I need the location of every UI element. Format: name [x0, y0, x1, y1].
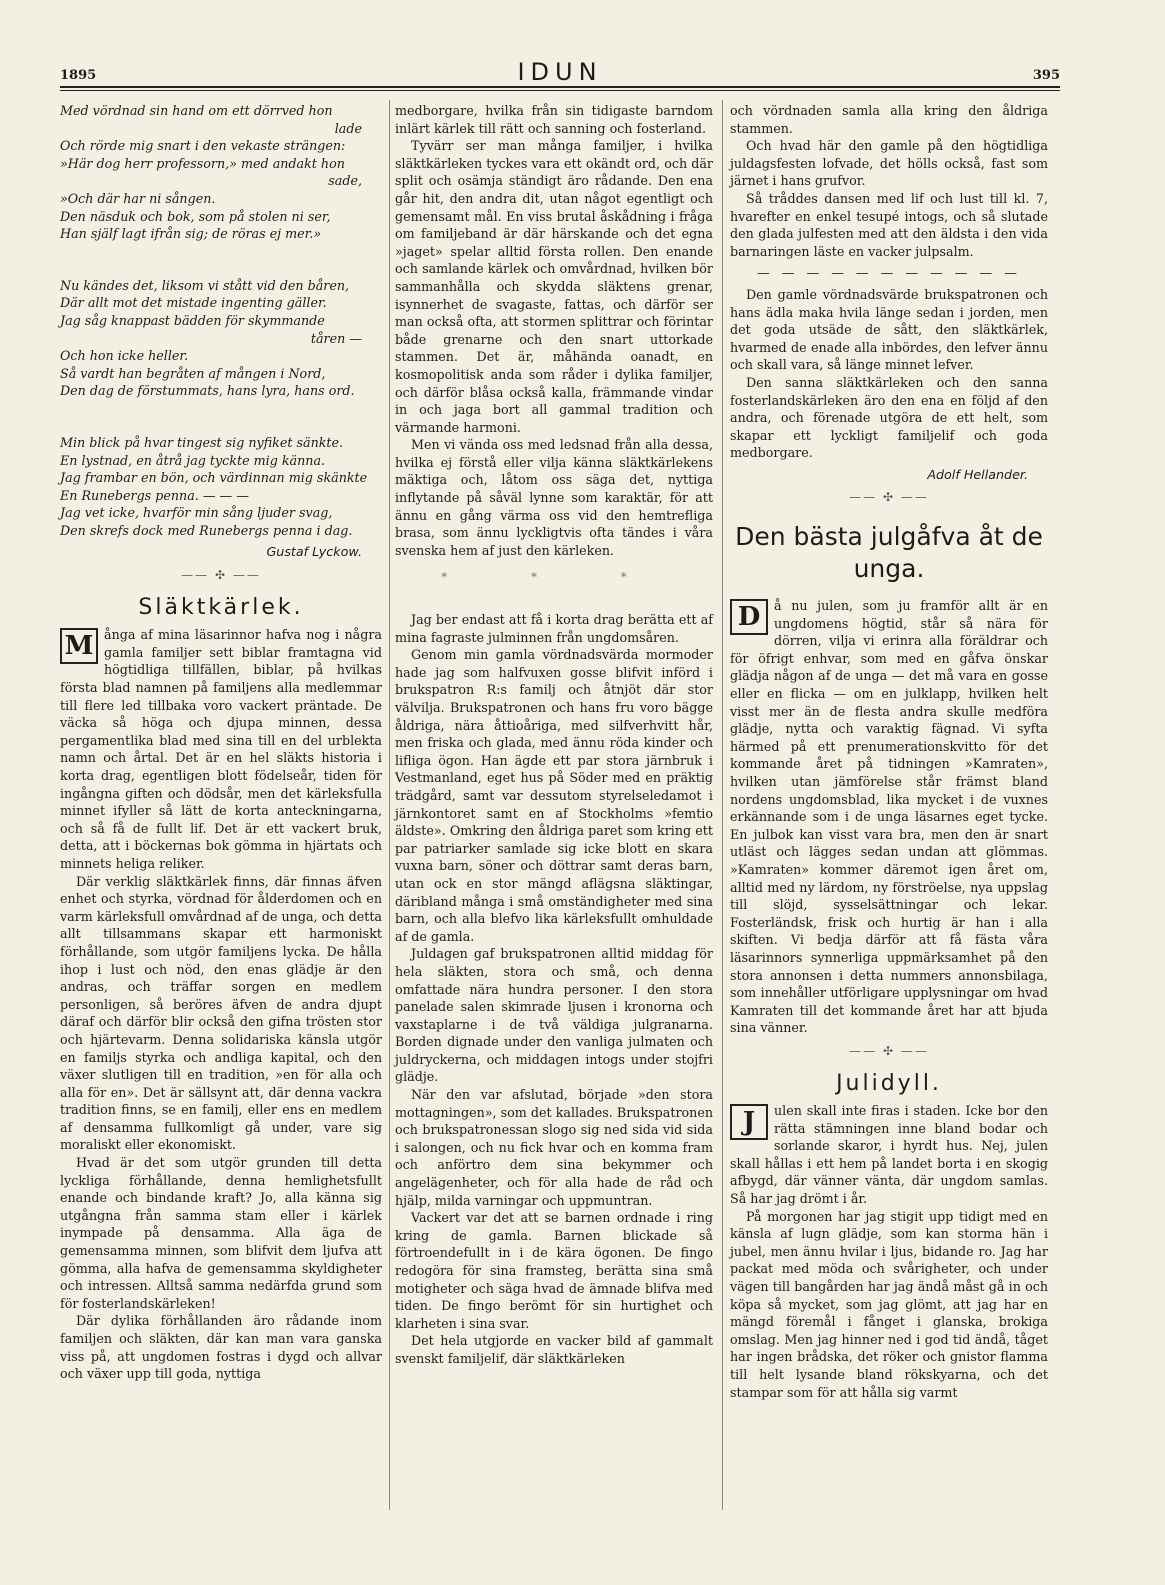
article-title: Den bästa julgåfva åt de unga.	[735, 522, 1043, 584]
poem-line: Så vardt han begråten af mången i Nord,	[60, 365, 326, 381]
poem-line: Den näsduk och bok, som på stolen ni ser,	[60, 208, 331, 224]
page-header	[60, 58, 1060, 88]
article-paragraph: På morgonen har jag stigit upp tidigt med en känsla af lugn glädje, som kan storma hän i jubel, men ännu hvilar i ljus, bidande ro. Jag har packat med möda och svårigheter, och under vägen till bangården har jag ändå måst gå in och köpa så mycket, som jag glömt, att jag har en mängd föremål i fånget i glanska, brokiga omslag. Men jag hinner ned i god tid ändå, tåget har ingen brådska, det röker och gnistor flamma till helt lysande bland rökskyarna, och det stampar som för att hålla sig varmt	[730, 1208, 1048, 1400]
article-paragraph: och vördnaden samla alla kring den åldriga stammen.	[730, 103, 1048, 136]
poem-line: sade,	[328, 173, 362, 189]
poem-line: tåren —	[310, 330, 362, 346]
poem-stanza	[60, 277, 382, 400]
article-paragraph: J ulen skall inte firas i staden. Icke bor den rätta stämningen inne bland bodar och sorlande skaror, i hyrdt hus. Nej, julen skall hållas i ett hem på landet borta i en skogig afbygd, där vänner vänta, där ungdom samlas. Så har jag drömt i år.	[730, 1103, 1048, 1207]
poem-line: Där allt mot det mistade ingenting gäller.	[60, 295, 327, 311]
column-divider	[389, 100, 390, 1510]
article-paragraph: Den sanna släktkärleken och den sanna fosterlandskärleken äro den ena en följd af den andra, och förenade utgöra de ett helt, som skapar ett lyckligt familjelif och goda medborgare.	[730, 374, 1048, 461]
article-paragraph: Tyvärr ser man många familjer, i hvilka släktkärleken tyckes vara ett okändt ord, och där split och osämja ständigt äro rådande. Den ena går hit, den andra dit, utan något egentligt och gemensamt mål. En viss brutal åskådning i fråga om familjeband är där härskande och det egna »jaget» spelar alltid första rollen. Den enande och samlande kärlek och omvårdnad, hvilken bör sammanhålla och skydda släktens grenar, isynnerhet de svagaste, fattas, och därför ser man också ofta, att stormen splittrar och förintar både grenarne och den snart uttorkade stammen. Det är, måhända oanadt, en kosmopolitisk anda som råder i dylika familjer, och därför blåsa också kalla, främmande vindar in och jaga bort all gammal tradition och värmande harmoni.	[395, 138, 713, 435]
poem-line: Jag vet icke, hvarför min sång ljuder svag,	[60, 505, 333, 521]
article-signature: Adolf Hellander.	[927, 466, 1028, 482]
article-paragraph: Där verklig släktkärlek finns, där finnas äfven enhet och styrka, vördnad för ålderdomen och en varm kärleksfull omvårdnad af de unga, och detta allt tillsammans skapar ett harmoniskt förhållande, som utgör familjens lycka. De hålla ihop i lust och nöd, den enas glädje är den andras, och träffar sorgen en medlem personligen, så beröres äfven de andra djupt däraf och därför blir också den gifna trösten stor och hjärtevarm. Denna solidariska känsla utgör en familjs styrka och andliga kapital, och den växer slutligen till en tradition, »en för alla och alla för en». Det är sällsynt att, där denna vackra tradition finns, se en familj, eller ens en medlem af densamma fullkomligt gå under, vare sig moraliskt eller ekonomiskt.	[60, 873, 382, 1153]
article-paragraph: Och hvad här den gamle på den högtidliga juldagsfesten lofvade, det hölls också, fast som järnet i hans grufvor.	[730, 138, 1048, 189]
poem-line: En lystnad, en åtrå jag tyckte mig känna.	[60, 452, 326, 468]
poem-stanza	[60, 102, 382, 243]
poem-line: Den dag de förstummats, hans lyra, hans ord.	[60, 383, 355, 399]
article-paragraph: Juldagen gaf brukspatronen alltid middag för hela släkten, stora och små, och denna omfattade nära hundra personer. I den stora panelade salen skimrade ljusen i kronorna och vaxstaplarne i de två väldiga julgranarna. Borden dignade under den vanliga julmaten och juldryckerna, och middagen intogs under stojfri glädje.	[395, 946, 713, 1085]
article-paragraph: Genom min gamla vördnadsvärda mormoder hade jag som halfvuxen gosse blifvit införd i brukspatron R:s familj och åtnjöt där stor välvilja. Brukspatronen och hans fru voro bägge åldriga, nära åttioåriga, med silfverhvitt hår, men friska och glada, med ännu röda kinder och lifliga ögon. Han ägde ett par stora järnbruk i Vestmanland, eget hus på Söder med en präktig trädgård, samt var dessutom styrelseledamot i järnkontoret samt en af Stockholms »femtio äldste». Omkring den åldriga paret som kring ett par patriarker samlade sig icke blott en skara vuxna barn, söner och döttrar samt deras barn, utan ock en stor mängd aflägsna släktingar, däribland många i små omständigheter med sina barn, och alla blefvo lika kärleksfullt omhuldade af de gamla.	[395, 647, 713, 944]
poem-line: Den skrefs dock med Runebergs penna i dag.	[60, 522, 353, 538]
header-rule	[60, 86, 1060, 88]
article-paragraph: Där dylika förhållanden äro rådande inom familjen och släkten, där kan man vara ganska viss på, att ungdomen fostras i dygd och allvar och växer upp till goda, nyttiga	[60, 1313, 382, 1382]
poem-line: Jag frambar en bön, och värdinnan mig skänkte	[60, 470, 368, 486]
drop-cap: D	[730, 599, 768, 635]
poem-stanza	[60, 434, 382, 540]
article-paragraph: Jag ber endast att få i korta drag berätta ett af mina fagraste julminnen från ungdomsåren.	[395, 612, 713, 645]
column-divider	[722, 100, 723, 1510]
drop-cap: J	[730, 1104, 768, 1140]
article-paragraph: Men vi vända oss med ledsnad från alla dessa, hvilka ej förstå eller vilja känna släktkärlekens mäktiga och, låtom oss säga det, nyttiga inflytande på såväl lynne som karaktär, för att ännu en gång värma oss vid den hemtrefliga brasa, som ännu lyckligtvis ofta tändes i våra svenska hem af just den kärleken.	[395, 437, 713, 558]
section-dashes: — — — — — — — — — — —	[757, 265, 1021, 281]
column-2	[395, 102, 713, 1368]
poem-line: Min blick på hvar tingest sig nyfiket sänkte.	[60, 434, 344, 450]
article-paragraph: M ånga af mina läsarinnor hafva nog i några gamla familjer sett biblar framtagna vid högtidliga tillfällen, biblar, på hvilkas första blad namnen på familjens alla medlemmar till flere led tillbaka voro vackert präntade. De väcka så höga och djupa minnen, dessa pergamentlika blad med sina till en del urblekta namn och årtal. Det är en hel släkts historia i korta drag, egentligen blott födelseår, tiden för ingångna giften och dödsår, men det kärleksfulla minnet ifyller så lätt de korta anteckningarna, och så få de fullt lif. Det är ett vackert bruk, detta, att i böckernas bok gömma in hjärtats och minnets heliga reliker.	[60, 627, 382, 871]
header-rule-thin	[60, 90, 1060, 91]
poem-line: »Och där har ni sången.	[60, 190, 216, 206]
article-paragraph: Det hela utgjorde en vacker bild af gammalt svenskt familjelif, där släktkärleken	[395, 1333, 713, 1366]
header-year: 1895	[60, 68, 97, 83]
column-3	[730, 102, 1048, 1401]
article-paragraph: medborgare, hvilka från sin tidigaste barndom inlärt kärlek till rätt och sanning och fosterland.	[395, 103, 713, 136]
poem-line: »Här dog herr professorn,» med andakt hon	[60, 155, 345, 171]
section-stars: * * *	[441, 570, 667, 585]
masthead-title: IDUN	[517, 58, 603, 86]
poem-line: Han själf lagt ifrån sig; de röras ej mer.»	[60, 226, 322, 242]
article-paragraph: Vackert var det att se barnen ordnade i ring kring de gamla. Barnen blickade så förtroendefullt in i de kära ögonen. De fingo redogöra för sina framsteg, berätta sina små motigheter och säga hvad de ämnade blifva med tiden. De fingo berömt för sin hurtighet och klarheten i sina svar.	[395, 1210, 713, 1331]
section-ornament: —— ✣ ——	[849, 1043, 929, 1058]
poem-line: Och hon icke heller.	[60, 348, 189, 364]
article-title: Julidyll.	[836, 1070, 942, 1096]
poem-line: Och rörde mig snart i den vekaste strängen:	[60, 138, 346, 154]
page-number: 395	[1032, 68, 1060, 83]
article-title: Släktkärlek.	[138, 594, 304, 620]
drop-cap: M	[60, 628, 98, 664]
poem-line: Med vördnad sin hand om ett dörrved hon	[60, 103, 333, 118]
poem-line: Jag såg knappast bädden för skymmande	[60, 312, 325, 328]
column-1	[60, 102, 382, 1383]
article-paragraph: Den gamle vördnadsvärde brukspatronen och hans ädla maka hvila länge sedan i jorden, men det goda utsäde de sått, den släktkärlek, hvarmed de enade alla inbördes, den lefver ännu och skall vara, så länge minnet lefver.	[730, 286, 1048, 373]
poem-line: En Runebergs penna. — — —	[60, 487, 249, 503]
section-ornament: —— ✣ ——	[181, 568, 261, 583]
article-paragraph: När den var afslutad, började »den stora mottagningen», som det kallades. Brukspatronen och brukspatronessan slogo sig ned sida vid sida i salongen, och nu fick hvar och en komma fram och anförtro dem sina bekymmer och angelägenheter, och för alla hade de råd och hjälp, milda varningar och uppmuntran.	[395, 1087, 713, 1208]
poem-line: lade	[334, 120, 362, 136]
article-paragraph: Så tråddes dansen med lif och lust till kl. 7, hvarefter en enkel tesupé intogs, och så slutade den glada julfesten med att den äldsta i den vida barnaringen läste en vacker julpsalm.	[730, 190, 1048, 259]
poem-signature: Gustaf Lyckow.	[266, 544, 362, 560]
article-paragraph: D å nu julen, som ju framför allt är en ungdomens högtid, står så nära för dörren, vilja vi erinra alla föräldrar och för öfrigt enhvar, som med en gåfva önskar glädja någon af de unga — det må vara en gosse eller en flicka — om en julklapp, hvilken helt visst mer än de flesta andra skulle medföra glädje, nytta och varaktig fägnad. Vi syfta härmed på ett prenumerationskvitto för det kommande året på tidningen »Kamraten», hvilken utan jämförelse står främst bland nordens ungdomsblad, lika mycket i de vuxnes erkännande som i de unga läsarnes eget tycke. En julbok kan visst vara bra, men den är snart utläst och lägges sedan undan att glömmas. »Kamraten» kommer däremot igen året om, alltid med ny lärdom, ny förströelse, nya uppslag till slöjd, sysselsättningar och lekar. Fosterländsk, frisk och hurtig är han i alla skiften. Vi bedja därför att få fästa våra läsarinnors synnerliga uppmärksamhet på den stora annonsen i detta nummers annonsbilaga, som innehåller utförligare upplysningar om hvad Kamraten till det kommande året har att bjuda sina vänner.	[730, 598, 1048, 1036]
article-paragraph: Hvad är det som utgör grunden till detta lyckliga förhållande, denna hemlighetsfullt enande och bindande kraft? Jo, alla känna sig utgångna från samma stam eller i kärlek inympade på densamma. Alla äga de gemensamma minnen, som blifvit dem ljufva att gömma, alla hafva de gemensamma skyldigheter och intressen. Alltså samma nedärfda grund som för fosterlandskärleken!	[60, 1155, 382, 1311]
section-ornament: —— ✣ ——	[849, 490, 929, 505]
poem-line: Nu kändes det, liksom vi stått vid den båren,	[60, 277, 350, 293]
